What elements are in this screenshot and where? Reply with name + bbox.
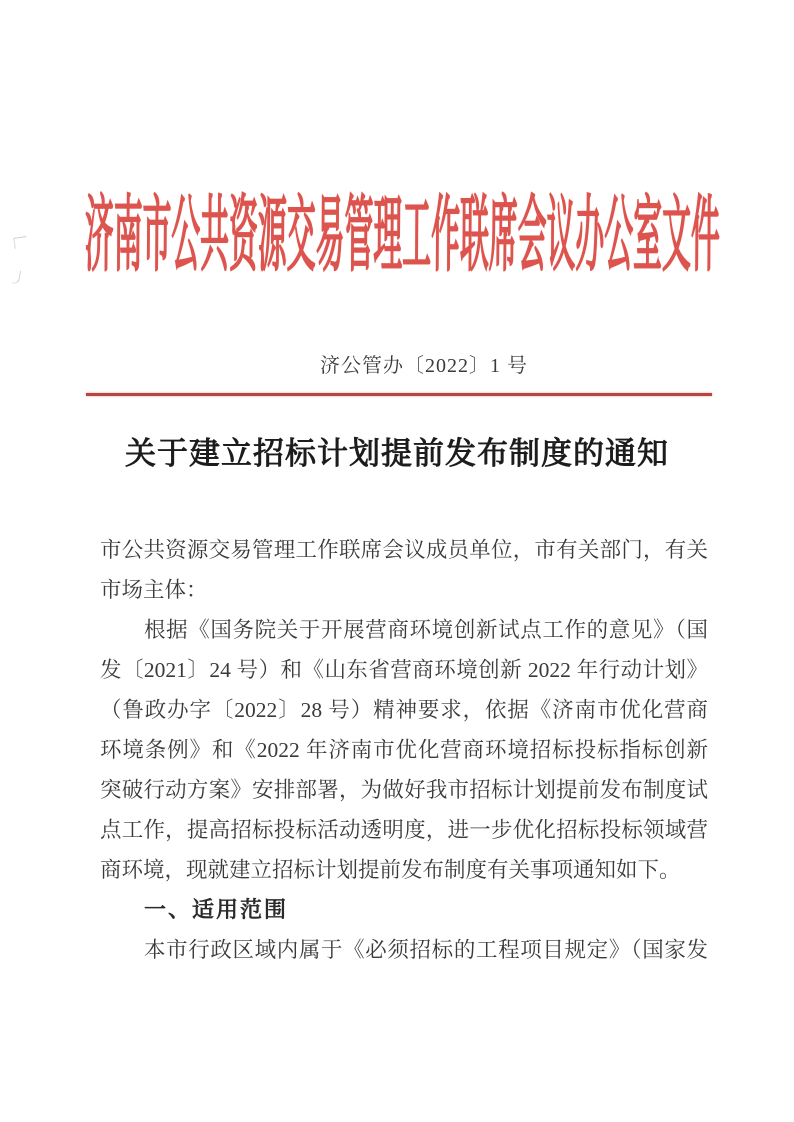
body-line: 环境条例》和《2022 年济南市优化营商环境招标投标指标创新 bbox=[100, 738, 708, 762]
body-line: 商环境，现就建立招标计划提前发布制度有关事项通知如下。 bbox=[100, 858, 681, 882]
body-line: 发〔2021〕24 号）和《山东省营商环境创新 2022 年行动计划》 bbox=[100, 658, 708, 682]
letterhead-divider-rule bbox=[86, 393, 712, 396]
letterhead-org-name: 济南市公共资源交易管理工作联席会议办公室文件 bbox=[84, 188, 721, 282]
document-title: 关于建立招标计划提前发布制度的通知 bbox=[125, 436, 669, 471]
body-line: 点工作，提高招标投标活动透明度，进一步优化招标投标领域营 bbox=[100, 818, 708, 842]
left-margin-pencil-mark-1 bbox=[13, 236, 27, 249]
body-line: 突破行动方案》安排部署，为做好我市招标计划提前发布制度试 bbox=[100, 778, 708, 802]
body-line: 根据《国务院关于开展营商环境创新试点工作的意见》（国 bbox=[144, 618, 708, 642]
body-line: 市公共资源交易管理工作联席会议成员单位，市有关部门，有关 bbox=[100, 538, 708, 562]
body-line: 本市行政区域内属于《必须招标的工程项目规定》（国家发 bbox=[144, 938, 708, 962]
body-line: 市场主体： bbox=[100, 578, 208, 602]
document-number: 济公管办〔2022〕1 号 bbox=[320, 355, 528, 377]
body-line: （鲁政办字〔2022〕28 号）精神要求，依据《济南市优化营商 bbox=[100, 698, 708, 722]
left-margin-pencil-mark-2 bbox=[12, 269, 21, 284]
section-heading: 一、适用范围 bbox=[144, 897, 289, 922]
document-body bbox=[100, 530, 708, 970]
